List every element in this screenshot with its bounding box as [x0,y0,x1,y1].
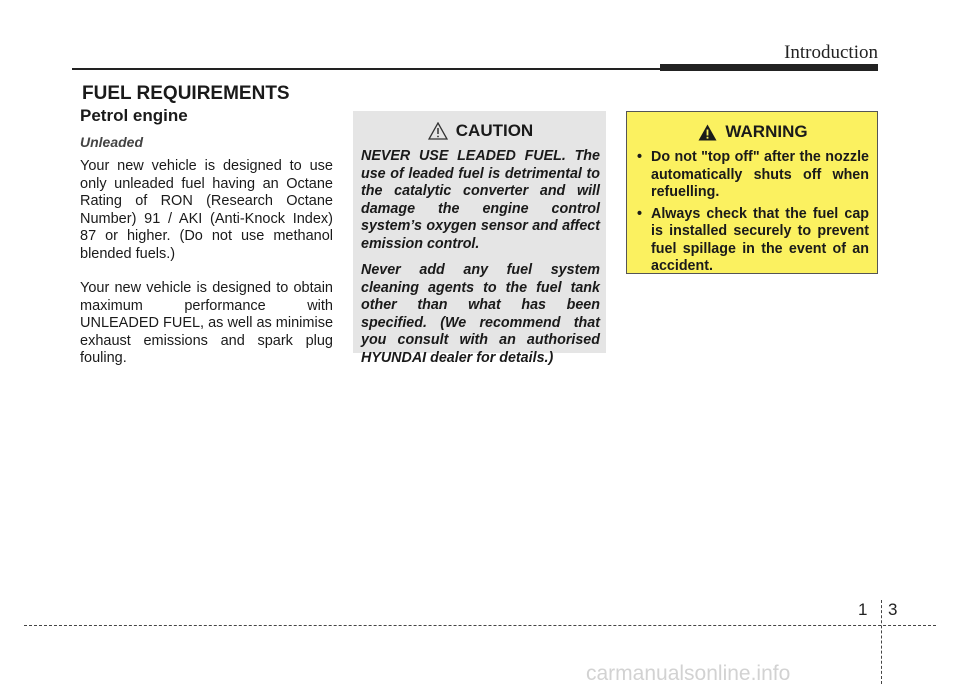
warning-header [637,122,869,142]
engine-heading: Petrol engine [80,106,188,125]
warning-list [637,149,869,276]
caution-title: CAUTION [455,121,534,140]
warning-box [626,111,878,274]
caution-text: NEVER USE LEADED FUEL. The use of leaded fuel is detrimental to the catalytic converter and will damage the engine control system’s oxygen sensor and affect emission control. [361,148,600,252]
body-paragraph: Your new vehicle is designed to use only unleaded fuel having an Octane Rating of RON (Research Octane Number) 91 / AKI (Anti-Knock Index) 87 or higher. (Do not use methanol blended fuels.) [80,158,333,262]
page-title: FUEL REQUIREMENTS [82,83,290,104]
caution-triangle-icon [428,122,448,140]
warning-item: • Always check that the fuel cap is installed securely to prevent fuel spillage in the event of an accident. [637,206,869,276]
watermark: carmanualsonline.info [586,662,791,685]
fuel-subheading: Unleaded [80,134,144,150]
warning-title: WARNING [725,122,808,141]
footer-rule [24,625,936,626]
chapter-number: 1 [858,600,868,619]
caution-text: Never add any fuel system cleaning agents to the fuel tank other than what has been specified. (We recommend that you consult with an authorised HYUNDAI dealer for details.) [361,262,600,366]
section-label: Introduction [784,42,878,63]
page-number: 3 [888,600,898,619]
header-rule [72,68,662,70]
warning-triangle-icon [698,124,717,141]
body-paragraph: Your new vehicle is designed to obtain maximum performance with UNLEADED FUEL, as well as minimise exhaust emissions and spark plug fouling. [80,280,334,366]
footer-divider [881,600,882,684]
caution-box [353,111,606,366]
left-column [80,106,333,385]
warning-item: • Do not "top off" after the nozzle automatically shuts off when refuelling. [637,149,869,202]
caution-header [361,121,600,141]
header-rule-thick [660,64,878,71]
